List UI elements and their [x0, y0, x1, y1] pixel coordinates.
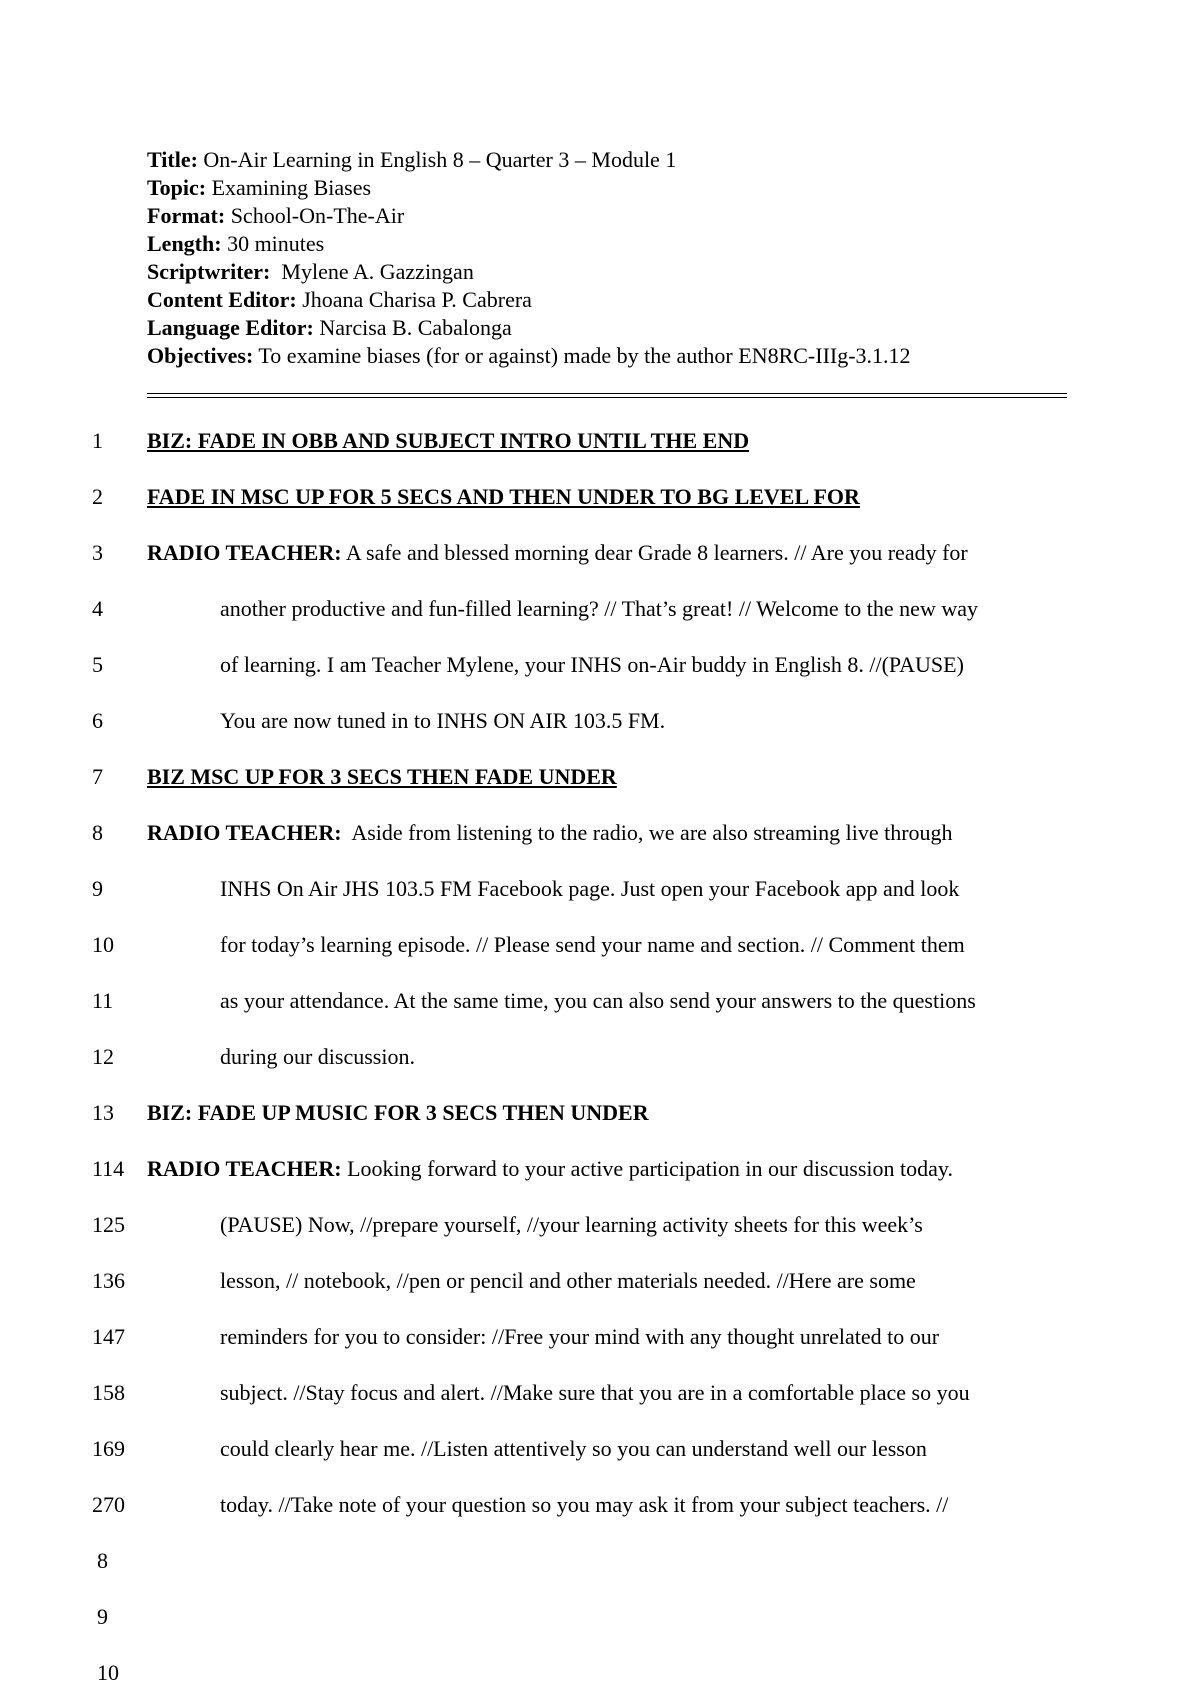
line-number: 147	[92, 1324, 125, 1349]
script-line	[0, 1429, 1200, 1469]
dialogue-line: during our discussion.	[220, 1044, 415, 1069]
speaker-label: RADIO TEACHER:	[147, 540, 342, 565]
trailing-line	[0, 1541, 1200, 1581]
script-line	[0, 477, 1200, 517]
script-line	[0, 421, 1200, 461]
speaker-label: RADIO TEACHER:	[147, 820, 342, 845]
header-language-editor: Language Editor: Narcisa B. Cabalonga	[147, 315, 512, 340]
line-number: 10	[92, 932, 114, 957]
dialogue-line: another productive and fun-filled learning? // That’s great! // Welcome to the new way	[220, 596, 978, 621]
line-number: 1	[92, 428, 103, 453]
script-line	[0, 757, 1200, 797]
line-number: 8	[97, 1548, 108, 1573]
line-number: 158	[92, 1380, 125, 1405]
line-number: 114	[92, 1156, 125, 1181]
line-number: 2	[92, 484, 103, 509]
script-line	[0, 1373, 1200, 1413]
dialogue-line: subject. //Stay focus and alert. //Make sure that you are in a comfortable place so you	[220, 1380, 970, 1405]
script-line	[0, 645, 1200, 685]
script-line	[0, 589, 1200, 629]
line-number: 169	[92, 1436, 125, 1461]
biz-cue: BIZ: FADE UP MUSIC FOR 3 SECS THEN UNDER	[147, 1100, 649, 1125]
line-number: 13	[92, 1100, 114, 1125]
speaker-label: RADIO TEACHER:	[147, 1156, 342, 1181]
script-line	[0, 925, 1200, 965]
line-number: 9	[92, 876, 103, 901]
biz-cue: BIZ: FADE IN OBB AND SUBJECT INTRO UNTIL THE END	[147, 428, 750, 453]
script-line	[0, 701, 1200, 741]
line-number: 125	[92, 1212, 125, 1237]
dialogue-line: INHS On Air JHS 103.5 FM Facebook page. Just open your Facebook app and look	[220, 876, 960, 901]
script-line	[0, 1149, 1200, 1189]
line-number: 4	[92, 596, 103, 621]
line-number: 3	[92, 540, 103, 565]
script-line	[0, 1261, 1200, 1301]
line-number: 7	[92, 764, 103, 789]
dialogue-line: (PAUSE) Now, //prepare yourself, //your learning activity sheets for this week’s	[220, 1212, 923, 1237]
line-number: 136	[92, 1268, 125, 1293]
script-line	[0, 869, 1200, 909]
script-line	[0, 813, 1200, 853]
line-number: 9	[97, 1604, 108, 1629]
script-line	[0, 1485, 1200, 1525]
script-line	[0, 533, 1200, 573]
line-number: 11	[92, 988, 114, 1013]
trailing-line	[0, 1597, 1200, 1637]
dialogue-line: of learning. I am Teacher Mylene, your INHS on-Air buddy in English 8. //(PAUSE)	[220, 652, 964, 677]
dialogue-line: RADIO TEACHER: Aside from listening to the radio, we are also streaming live through	[147, 820, 953, 845]
dialogue-line: RADIO TEACHER: A safe and blessed morning dear Grade 8 learners. // Are you ready for	[147, 540, 968, 565]
header-format: Format: School-On-The-Air	[147, 203, 405, 228]
header-title: Title: On-Air Learning in English 8 – Quarter 3 – Module 1	[147, 147, 677, 172]
header-objectives: Objectives: To examine biases (for or against) made by the author EN8RC-IIIg-3.1.12	[147, 343, 911, 368]
dialogue-line: RADIO TEACHER: Looking forward to your active participation in our discussion today.	[147, 1156, 953, 1181]
biz-cue: BIZ MSC UP FOR 3 SECS THEN FADE UNDER	[147, 764, 617, 789]
line-number: 6	[92, 708, 103, 733]
line-number: 5	[92, 652, 103, 677]
script-line	[0, 1093, 1200, 1133]
script-line	[0, 1205, 1200, 1245]
dialogue-line: as your attendance. At the same time, you can also send your answers to the questions	[220, 988, 976, 1013]
header-topic: Topic: Examining Biases	[147, 175, 372, 200]
dialogue-line: today. //Take note of your question so you may ask it from your subject teachers. //	[220, 1492, 949, 1517]
dialogue-line: lesson, // notebook, //pen or pencil and other materials needed. //Here are some	[220, 1268, 916, 1293]
header-scriptwriter: Scriptwriter: Mylene A. Gazzingan	[147, 259, 474, 284]
line-number: 8	[92, 820, 103, 845]
line-number: 270	[92, 1492, 125, 1517]
script-line	[0, 1317, 1200, 1357]
dialogue-line: for today’s learning episode. // Please send your name and section. // Comment them	[220, 932, 965, 957]
dialogue-line: reminders for you to consider: //Free your mind with any thought unrelated to our	[220, 1324, 940, 1349]
header-content-editor: Content Editor: Jhoana Charisa P. Cabrera	[147, 287, 532, 312]
line-number: 10	[97, 1660, 119, 1685]
trailing-line	[0, 1653, 1200, 1693]
biz-cue: FADE IN MSC UP FOR 5 SECS AND THEN UNDER TO BG LEVEL FOR	[147, 484, 860, 509]
line-number: 12	[92, 1044, 114, 1069]
dialogue-line: You are now tuned in to INHS ON AIR 103.5 FM.	[220, 708, 666, 733]
script-line	[0, 1037, 1200, 1077]
script-line	[0, 981, 1200, 1021]
dialogue-line: could clearly hear me. //Listen attentively so you can understand well our lesson	[220, 1436, 927, 1461]
header-length: Length: 30 minutes	[147, 231, 325, 256]
